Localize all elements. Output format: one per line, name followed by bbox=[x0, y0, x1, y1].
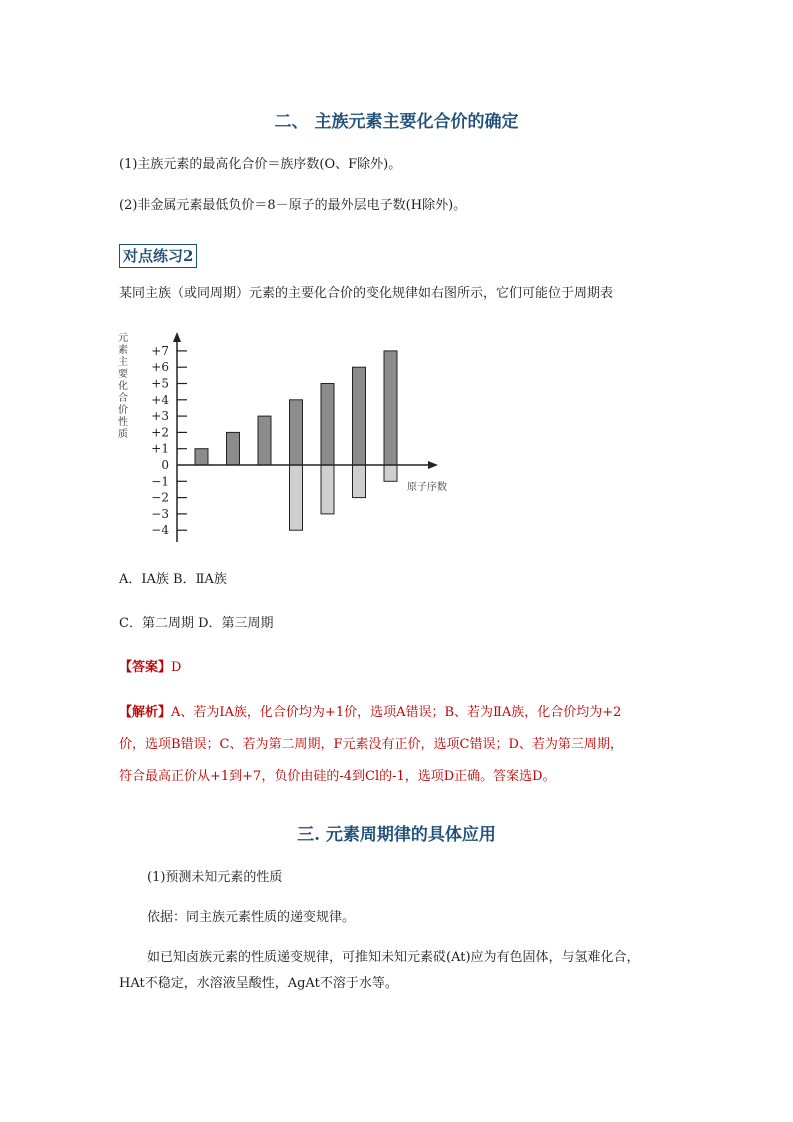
options-a-b: A．ⅠA族 B．ⅡA族 bbox=[119, 572, 227, 587]
example-line-1: 如已知卤族元素的性质递变规律，可推知未知元素砹(At)应为有色固体，与氢难化合， bbox=[147, 950, 640, 965]
explanation-line-1 bbox=[119, 705, 679, 721]
rule-lowest-negative-valence: (2)非金属元素最低负价＝8－原子的最外层电子数(H除外)。 bbox=[119, 198, 467, 213]
answer-value: D bbox=[171, 660, 182, 675]
exercise-label-box: 对点练习2 bbox=[119, 244, 197, 268]
options-c-d: C．第二周期 D．第三周期 bbox=[119, 616, 274, 631]
exercise-question: 某同主族（或同周期）元素的主要化合价的变化规律如右图所示，它们可能位于周期表 bbox=[119, 286, 614, 301]
chart-y-tick-label: +4 bbox=[151, 392, 169, 407]
sub-predict-unknown: (1)预测未知元素的性质 bbox=[147, 870, 283, 885]
chart-y-tick-label: −3 bbox=[151, 506, 169, 521]
chart-bar-positive bbox=[195, 449, 208, 465]
chart-y-tick-label: +3 bbox=[151, 409, 169, 424]
explanation-line-2: 价，选项B错误；C、若为第二周期，F元素没有正价，选项C错误；D、若为第三周期， bbox=[119, 737, 623, 752]
section-title-main-group-valence: 二、 主族元素主要化合价的确定 bbox=[274, 112, 519, 132]
chart-bar-negative bbox=[353, 465, 366, 498]
chart-bar-negative bbox=[321, 465, 334, 514]
answer-line bbox=[119, 660, 679, 676]
chart-y-axis-arrow bbox=[173, 332, 181, 342]
chart-y-tick-label: +5 bbox=[151, 376, 169, 391]
chart-bar-negative bbox=[290, 465, 303, 530]
example-line-2: HAt不稳定，水溶液呈酸性，AgAt不溶于水等。 bbox=[119, 976, 398, 991]
chart-y-tick-label: +2 bbox=[151, 425, 169, 440]
rule-highest-valence: (1)主族元素的最高化合价＝族序数(O、F除外)。 bbox=[119, 157, 402, 172]
explanation-label: 【解析】 bbox=[119, 705, 172, 720]
chart-y-tick-label: −4 bbox=[151, 523, 169, 538]
chart-y-tick-label: +7 bbox=[151, 343, 169, 358]
chart-bar-positive bbox=[384, 351, 397, 465]
chart-y-tick-label: −1 bbox=[151, 474, 169, 489]
chart-bar-positive bbox=[258, 416, 271, 465]
chart-bar-positive bbox=[290, 400, 303, 465]
chart-y-tick-label: +1 bbox=[151, 441, 169, 456]
chart-y-axis-label: 元素主要化合价性质 bbox=[118, 333, 128, 440]
chart-bar-positive bbox=[227, 432, 240, 465]
explanation-line-3: 符合最高正价从+1到+7，负价由硅的-4到Cl的-1，选项D正确。答案选D。 bbox=[119, 769, 556, 784]
chart-y-tick-label: +6 bbox=[151, 360, 169, 375]
chart-x-axis-arrow bbox=[428, 461, 438, 469]
chart-bar-positive bbox=[321, 384, 334, 466]
explanation-text-1: A、若为ⅠA族，化合价均为+1价，选项A错误；B、若为ⅡA族，化合价均为+2 bbox=[171, 705, 622, 720]
chart-bar-negative bbox=[384, 465, 397, 481]
chart-y-tick-label: −2 bbox=[151, 490, 169, 505]
section-title-periodic-law-application: 三. 元素周期律的具体应用 bbox=[297, 825, 496, 845]
chart-x-axis-label: 原子序数 bbox=[407, 482, 447, 493]
basis-text: 依据：同主族元素性质的递变规律。 bbox=[147, 910, 356, 925]
answer-label: 【答案】 bbox=[119, 660, 172, 675]
chart-bar-positive bbox=[353, 367, 366, 465]
valence-bar-chart bbox=[110, 330, 480, 550]
chart-y-tick-label: 0 bbox=[161, 458, 169, 472]
